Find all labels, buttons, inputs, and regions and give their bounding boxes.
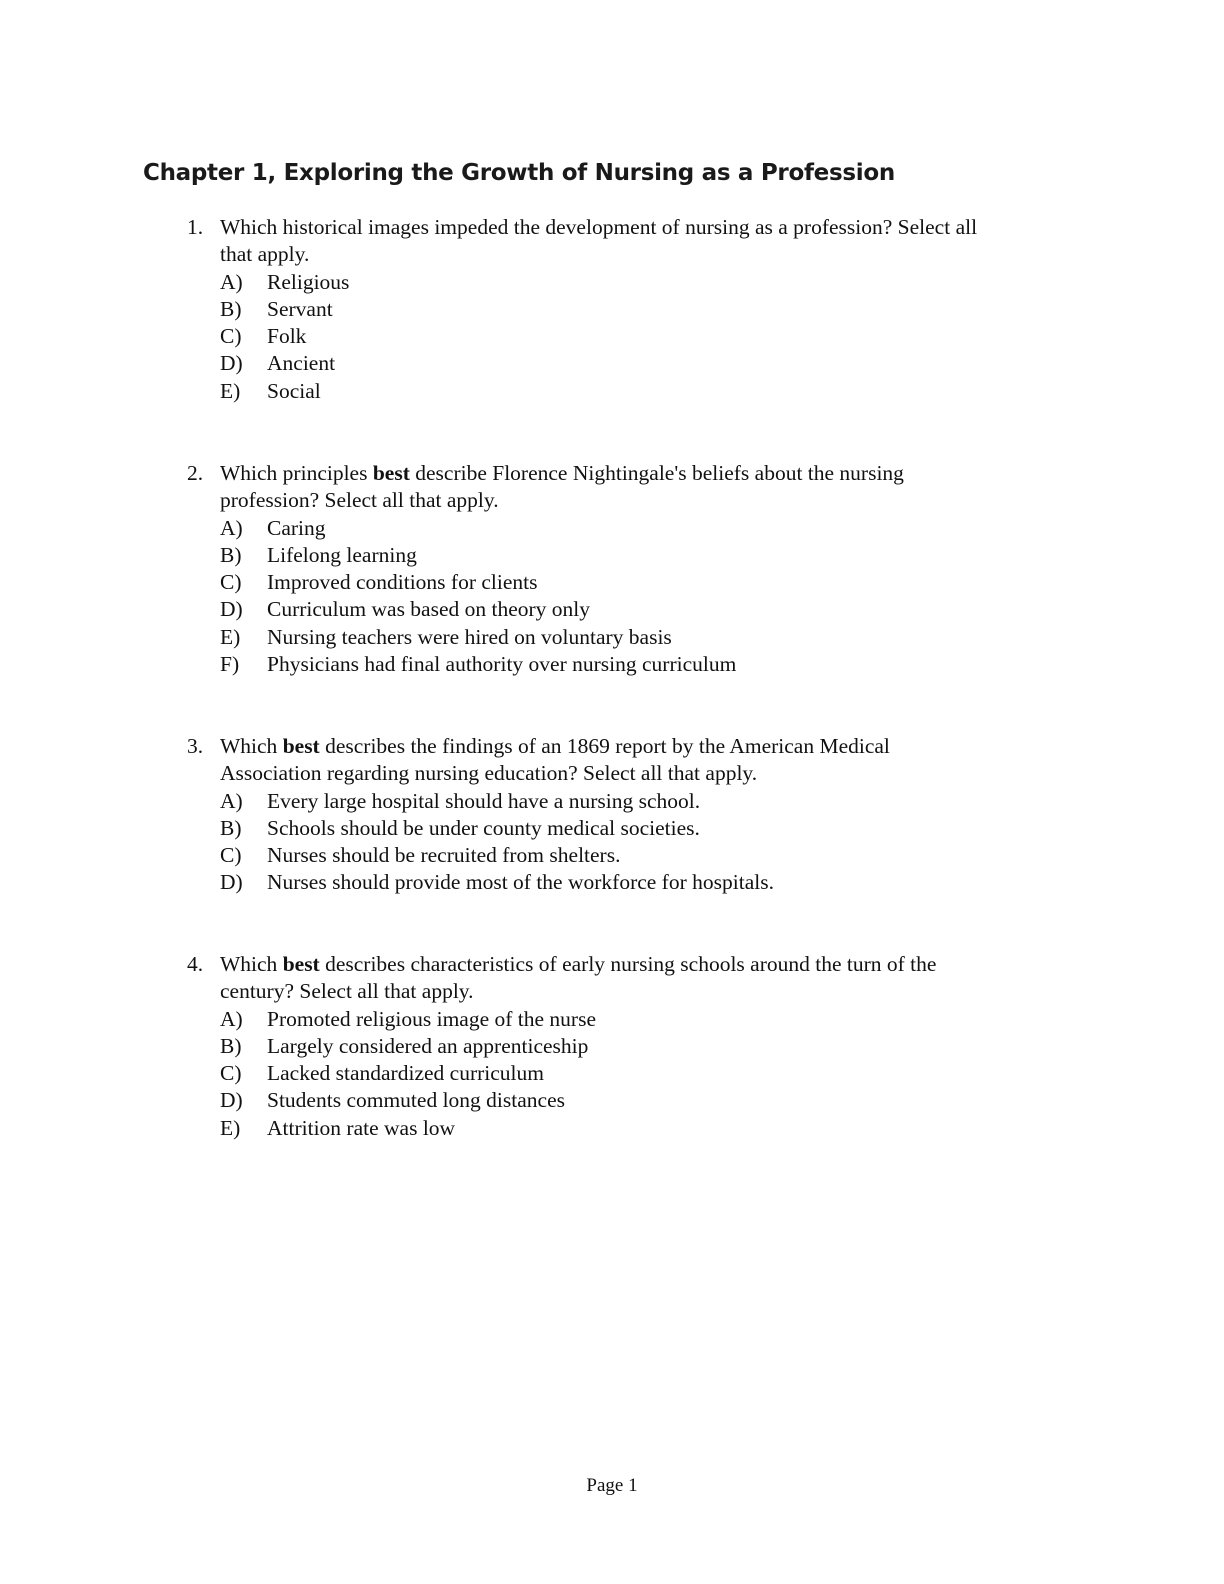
option-letter: C)	[220, 570, 242, 595]
option-text: Attrition rate was low	[267, 1115, 456, 1140]
emphasis-text: best	[282, 952, 320, 976]
question-text-line	[187, 487, 1067, 514]
option-text: Promoted religious image of the nurse	[267, 1006, 596, 1031]
option-text: Religious	[267, 269, 350, 294]
option-letter: B)	[220, 815, 242, 840]
option-letter: D)	[220, 870, 243, 895]
text-segment: Which	[220, 952, 283, 976]
option-letter: E)	[220, 378, 241, 403]
option-text: Social	[267, 378, 321, 403]
question-text	[220, 487, 499, 514]
question-number: 4.	[187, 952, 204, 976]
text-segment: Association regarding nursing education? Select all that apply.	[220, 761, 758, 786]
option-text: Largely considered an apprenticeship	[267, 1033, 589, 1058]
option-letter: F)	[220, 652, 240, 677]
emphasis-text: best	[372, 461, 410, 485]
answer-option	[187, 651, 1067, 678]
text-segment: describes characteristics of early nursing schools around the turn of the	[319, 952, 937, 976]
question-number: 3.	[187, 734, 204, 758]
question-number: 1.	[187, 215, 204, 239]
question-text	[220, 978, 474, 1005]
question-text-line	[187, 978, 1067, 1005]
option-letter: C)	[220, 324, 242, 349]
answer-option	[187, 596, 1067, 623]
question-text-line	[187, 760, 1067, 787]
text-segment: describes the findings of an 1869 report by the American Medical	[319, 734, 890, 758]
question-text-line	[187, 460, 1067, 487]
answer-option	[187, 323, 1067, 350]
answer-option	[187, 378, 1067, 405]
text-segment: Which principles	[220, 461, 373, 485]
question-2	[187, 460, 1067, 678]
option-text: Servant	[267, 296, 333, 321]
page-number: Page 1	[586, 1475, 638, 1496]
option-text: Lacked standardized curriculum	[267, 1061, 544, 1086]
question-text	[220, 733, 890, 760]
option-letter: D)	[220, 1088, 243, 1113]
option-text: Curriculum was based on theory only	[267, 597, 591, 622]
answer-option	[187, 624, 1067, 651]
option-text: Folk	[267, 324, 307, 349]
text-segment: Which historical images impeded the development of nursing as a profession? Select all	[220, 215, 978, 239]
question-text-line	[187, 733, 1067, 760]
answer-option	[187, 269, 1067, 296]
answer-option	[187, 1006, 1067, 1033]
option-letter: A)	[220, 269, 243, 294]
option-letter: A)	[220, 515, 243, 540]
answer-option	[187, 1087, 1067, 1114]
question-text	[220, 214, 977, 241]
question-text-line	[187, 951, 1067, 978]
option-text: Lifelong learning	[267, 542, 417, 567]
question-3	[187, 733, 1067, 897]
text-segment: describe Florence Nightingale's beliefs about the nursing	[409, 461, 904, 485]
emphasis-text: best	[282, 734, 320, 758]
text-segment: profession? Select all that apply.	[220, 488, 499, 513]
option-text: Nursing teachers were hired on voluntary basis	[267, 624, 672, 649]
question-text	[220, 241, 309, 268]
option-text: Improved conditions for clients	[267, 570, 538, 595]
question-number: 2.	[187, 461, 204, 485]
option-text: Schools should be under county medical societies.	[267, 815, 700, 840]
answer-option	[187, 1033, 1067, 1060]
question-1	[187, 214, 1067, 405]
answer-option	[187, 1115, 1067, 1142]
option-letter: C)	[220, 1061, 242, 1086]
option-letter: B)	[220, 296, 242, 321]
question-text-line	[187, 214, 1067, 241]
text-segment: Which	[220, 734, 283, 758]
option-text: Every large hospital should have a nursing school.	[267, 788, 701, 813]
answer-option	[187, 542, 1067, 569]
answer-option	[187, 788, 1067, 815]
answer-option	[187, 815, 1067, 842]
option-letter: A)	[220, 1006, 243, 1031]
answer-option	[187, 350, 1067, 377]
question-text	[220, 460, 904, 487]
option-text: Physicians had final authority over nursing curriculum	[267, 652, 737, 677]
option-text: Nurses should be recruited from shelters.	[267, 843, 621, 868]
text-segment: that apply.	[220, 242, 310, 267]
option-text: Ancient	[267, 351, 336, 376]
answer-option	[187, 1060, 1067, 1087]
question-text-line	[187, 241, 1067, 268]
answer-option	[187, 569, 1067, 596]
option-text: Students commuted long distances	[267, 1088, 565, 1113]
option-letter: E)	[220, 624, 241, 649]
chapter-title: Chapter 1, Exploring the Growth of Nursing as a Profession	[143, 160, 895, 186]
option-text: Nurses should provide most of the workforce for hospitals.	[267, 870, 774, 895]
answer-option	[187, 842, 1067, 869]
question-4	[187, 951, 1067, 1142]
option-letter: E)	[220, 1115, 241, 1140]
option-letter: A)	[220, 788, 243, 813]
text-segment: century? Select all that apply.	[220, 979, 474, 1004]
question-text	[220, 760, 757, 787]
option-text: Caring	[267, 515, 326, 540]
option-letter: D)	[220, 597, 243, 622]
answer-option	[187, 296, 1067, 323]
option-letter: D)	[220, 351, 243, 376]
option-letter: B)	[220, 542, 242, 567]
option-letter: C)	[220, 843, 242, 868]
answer-option	[187, 869, 1067, 896]
answer-option	[187, 515, 1067, 542]
question-text	[220, 951, 936, 978]
option-letter: B)	[220, 1033, 242, 1058]
